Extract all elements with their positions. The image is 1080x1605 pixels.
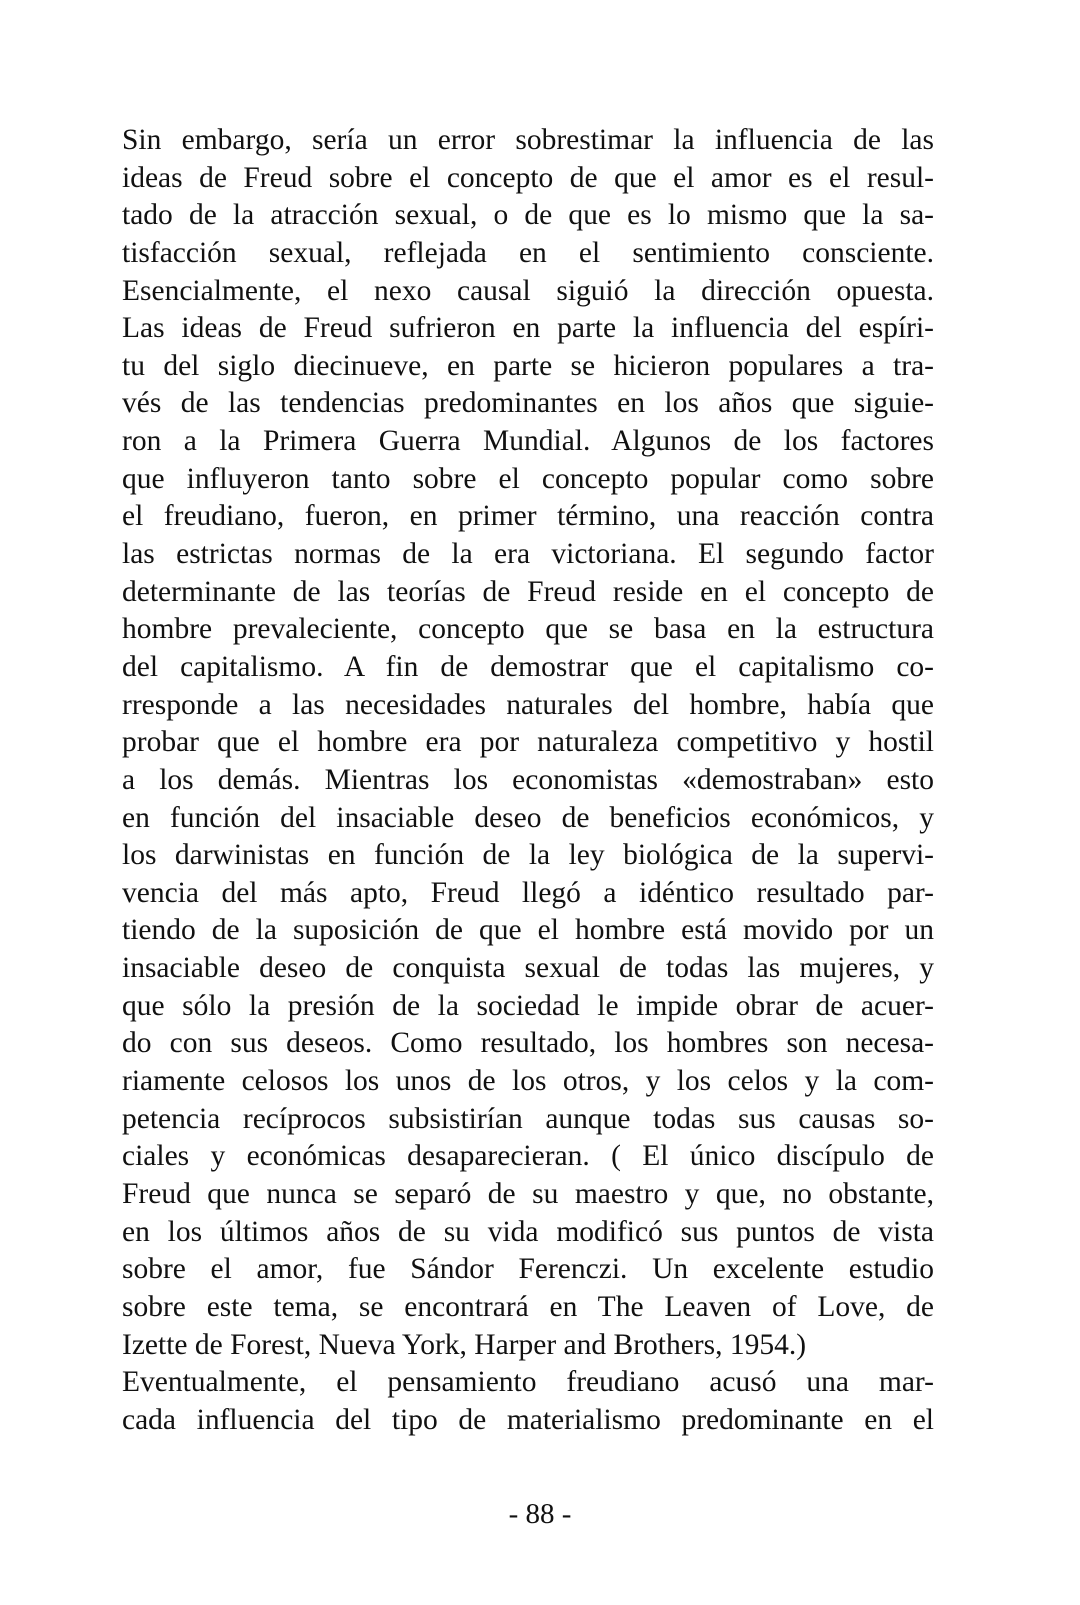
- text-line: petencia recíprocos subsistirían aunque todas sus causas so-: [122, 1102, 934, 1135]
- text-line: vés de las tendencias predominantes en los años que siguie-: [122, 387, 934, 420]
- text-line: los darwinistas en función de la ley biológica de la supervi-: [122, 839, 934, 872]
- text-line: ron a la Primera Guerra Mundial. Algunos de los factores: [122, 425, 934, 458]
- text-line: vencia del más apto, Freud llegó a idéntico resultado par-: [122, 876, 934, 909]
- text-line: cada influencia del tipo de materialismo predominante en el: [122, 1403, 934, 1436]
- text-line: en los últimos años de su vida modificó sus puntos de vista: [122, 1215, 934, 1248]
- text-line: en función del insaciable deseo de beneficios económicos, y: [122, 801, 934, 834]
- text-line: probar que el hombre era por naturaleza competitivo y hostil: [122, 726, 934, 759]
- text-line: insaciable deseo de conquista sexual de todas las mujeres, y: [122, 952, 934, 985]
- text-line: do con sus deseos. Como resultado, los hombres son necesa-: [122, 1027, 934, 1060]
- text-line: tado de la atracción sexual, o de que es lo mismo que la sa-: [122, 199, 934, 232]
- text-line: Sin embargo, sería un error sobrestimar la influencia de las: [122, 124, 934, 156]
- text-line: del capitalismo. A fin de demostrar que el capitalismo co-: [122, 650, 934, 683]
- text-line: ideas de Freud sobre el concepto de que el amor es el resul-: [122, 161, 934, 194]
- page-number: - 88 -: [508, 1498, 572, 1530]
- body-text: [122, 122, 934, 1439]
- text-line: riamente celosos los unos de los otros, y los celos y la com-: [122, 1065, 934, 1098]
- text-line: Esencialmente, el nexo causal siguió la dirección opuesta.: [122, 274, 934, 307]
- text-line: Freud que nunca se separó de su maestro y que, no obstante,: [122, 1177, 934, 1210]
- text-line: a los demás. Mientras los economistas «demostraban» esto: [122, 763, 934, 796]
- text-line: Eventualmente, el pensamiento freudiano acusó una mar-: [122, 1366, 934, 1399]
- text-line: tiendo de la suposición de que el hombre está movido por un: [122, 914, 934, 947]
- text-line: sobre este tema, se encontrará en The Leaven of Love, de: [122, 1290, 934, 1323]
- text-line: determinante de las teorías de Freud reside en el concepto de: [122, 575, 934, 608]
- text-line: Las ideas de Freud sufrieron en parte la influencia del espíri-: [122, 312, 934, 345]
- text-line: tu del siglo diecinueve, en parte se hicieron populares a tra-: [122, 349, 934, 382]
- text-line: ciales y económicas desaparecieran. ( El único discípulo de: [122, 1140, 934, 1173]
- text-line: que sólo la presión de la sociedad le impide obrar de acuer-: [122, 989, 934, 1022]
- text-line: tisfacción sexual, reflejada en el sentimiento consciente.: [122, 236, 934, 269]
- text-line: sobre el amor, fue Sándor Ferenczi. Un excelente estudio: [122, 1253, 934, 1286]
- text-line: hombre prevaleciente, concepto que se basa en la estructura: [122, 613, 934, 646]
- text-line: Izette de Forest, Nueva York, Harper and Brothers, 1954.): [122, 1328, 807, 1361]
- text-line: que influyeron tanto sobre el concepto popular como sobre: [122, 462, 934, 495]
- text-line: el freudiano, fueron, en primer término, una reacción contra: [122, 500, 934, 533]
- text-line: las estrictas normas de la era victoriana. El segundo factor: [122, 538, 934, 571]
- text-line: rresponde a las necesidades naturales del hombre, había que: [122, 688, 934, 721]
